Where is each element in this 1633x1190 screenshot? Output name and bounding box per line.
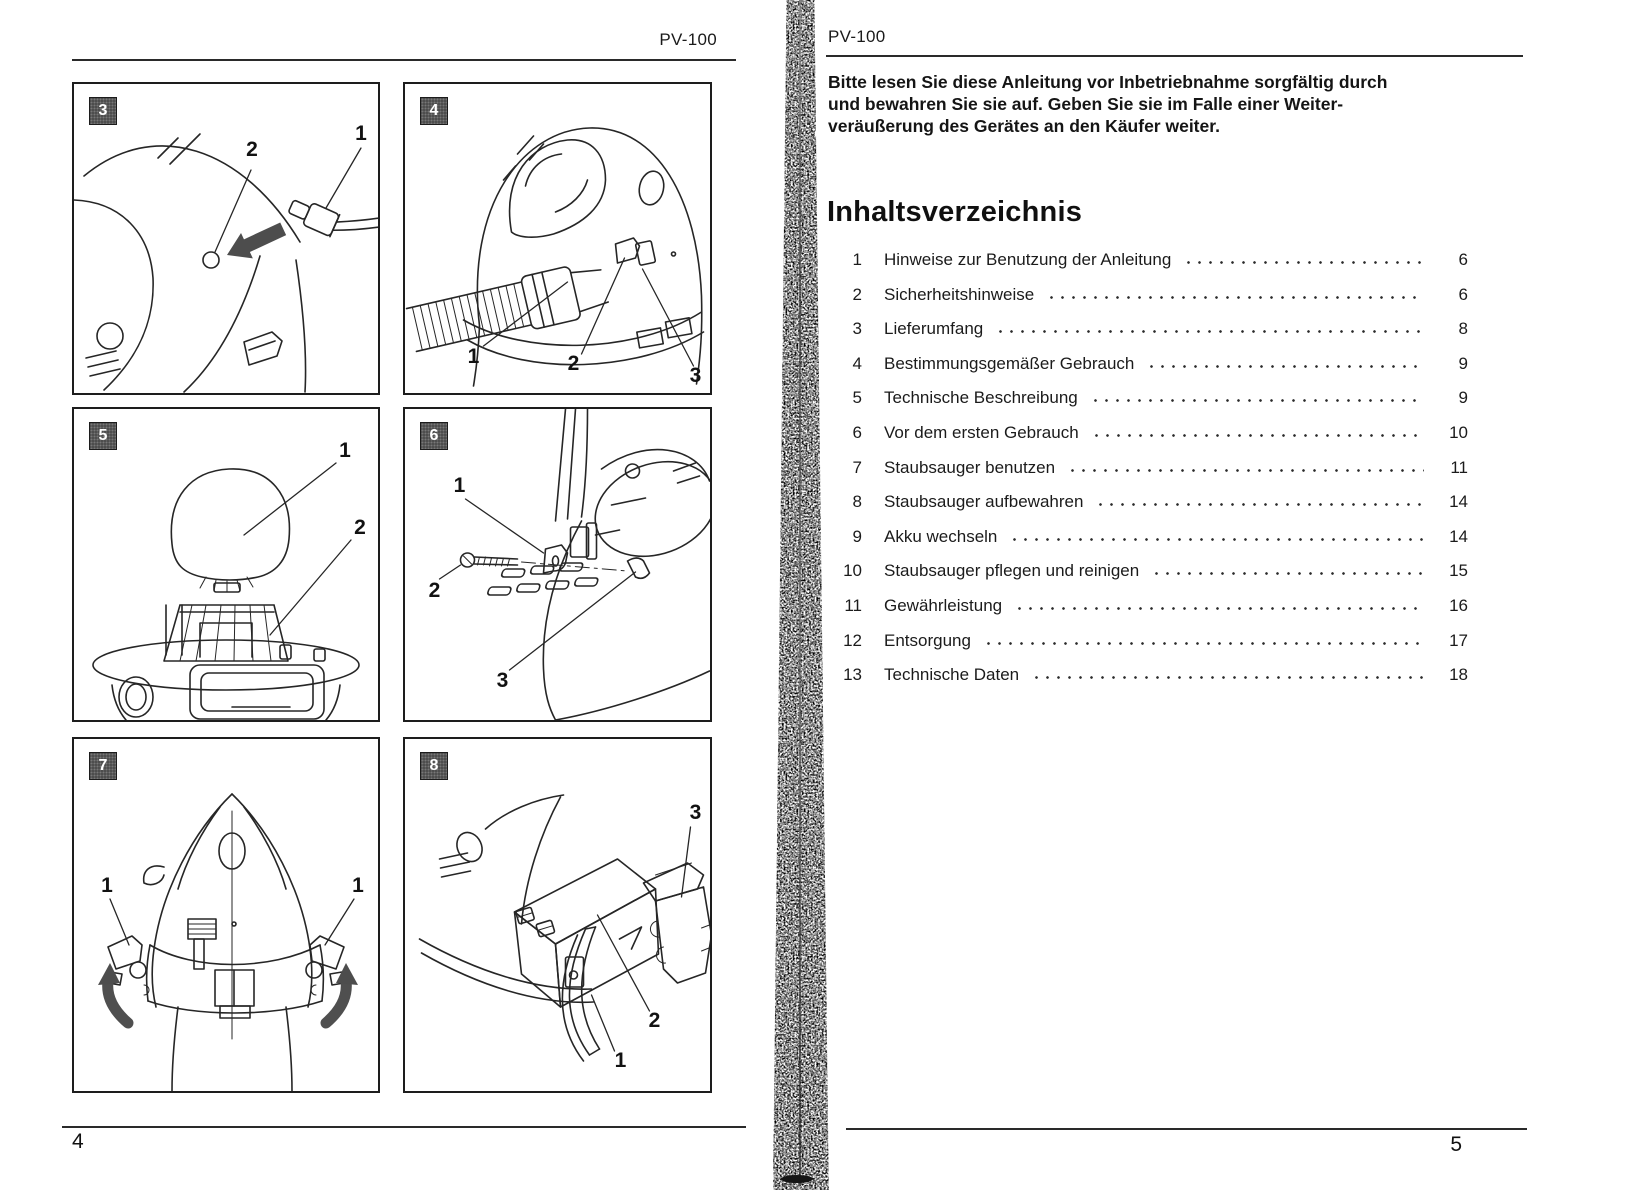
release-lever (562, 927, 641, 1061)
callout-label: 3 (689, 801, 702, 824)
toc-item-label: Technische Daten (884, 665, 1020, 685)
toc-item-page: 15 (1449, 561, 1468, 581)
figure-3-illustration-charging-plug (74, 84, 378, 393)
toc-leader-dots (1151, 571, 1424, 576)
toc-item-number: 13 (843, 665, 862, 685)
callout-label: 1 (339, 439, 351, 462)
toc-title: Inhaltsverzeichnis (827, 196, 1083, 228)
callout-label: 1 (467, 345, 480, 368)
figure-5-illustration-filter-bag (74, 409, 378, 720)
toc-item-page: 9 (1458, 353, 1468, 373)
toc-item-number: 6 (852, 422, 862, 442)
callout-1-leader (466, 499, 544, 553)
toc-item-label: Staubsauger benutzen (884, 457, 1056, 477)
toc-item-page: 17 (1449, 630, 1468, 650)
figure-5-badge: 5 (89, 422, 117, 450)
suction-hose (405, 259, 610, 356)
toc-item-label: Sicherheitshinweise (884, 284, 1035, 304)
toc-item-label: Entsorgung (884, 630, 971, 650)
toc-item (828, 354, 1468, 389)
toc-item (828, 665, 1468, 700)
toc-item-page: 11 (1450, 457, 1468, 477)
vent-slots (487, 563, 599, 595)
callout-label: 1 (352, 874, 364, 897)
toc-item-label: Hinweise zur Benutzung der Anleitung (884, 250, 1172, 269)
toc-item (828, 423, 1468, 458)
toc-item-number: 8 (852, 492, 862, 512)
toc-item (828, 285, 1468, 320)
vacuum-dome (464, 128, 704, 386)
left-page-number: 4 (72, 1130, 84, 1153)
figure-4-box (403, 82, 712, 395)
callout-label: 2 (428, 579, 441, 602)
toc-item-page: 6 (1458, 250, 1468, 269)
callout-1-left-leader (110, 899, 129, 945)
right-header-rule (826, 55, 1523, 57)
vacuum-body (487, 446, 710, 720)
toc-item (828, 319, 1468, 354)
toc-leader-dots (1046, 295, 1424, 300)
belt-band (144, 945, 323, 1018)
toc-item-number: 9 (852, 526, 862, 546)
right-page-number: 5 (1450, 1133, 1462, 1156)
toc-item-number: 2 (852, 284, 862, 304)
toc-item (828, 250, 1468, 285)
right-page-header: PV-100 (828, 27, 886, 46)
table-of-contents (828, 250, 1468, 700)
toc-item-label: Technische Beschreibung (884, 388, 1078, 408)
vacuum-dome-front (144, 794, 312, 1039)
toc-leader-dots (1095, 502, 1424, 507)
toc-item-number: 11 (844, 595, 862, 615)
toc-item-number: 1 (852, 250, 862, 269)
toc-item-label: Staubsauger aufbewahren (884, 492, 1084, 512)
toc-item-number: 12 (843, 630, 862, 650)
left-header-rule (72, 59, 736, 61)
callout-2-leader (582, 258, 625, 354)
right-footer-rule (846, 1128, 1527, 1130)
figure-7-box (72, 737, 380, 1093)
figure-5-box (72, 407, 380, 722)
callout-label: 3 (689, 364, 702, 387)
callout-2-leader (270, 540, 351, 635)
toc-item-page: 14 (1449, 526, 1468, 546)
vacuum-body-rear (420, 795, 594, 1002)
charger-plug (286, 181, 378, 256)
callout-label: 1 (101, 874, 113, 897)
toc-item-label: Lieferumfang (884, 319, 984, 339)
figure-3-box (72, 82, 380, 395)
toc-item-page: 10 (1449, 422, 1468, 442)
figure-7-illustration-release-clips (74, 739, 378, 1091)
toc-item (828, 527, 1468, 562)
toc-item-page: 9 (1458, 388, 1468, 408)
binding-crease (799, 0, 801, 1186)
toc-item-number: 4 (852, 353, 862, 373)
callout-1-right-leader (325, 899, 354, 945)
battery-holder (644, 863, 711, 983)
toc-leader-dots (1146, 364, 1424, 369)
callout-label: 2 (354, 516, 366, 539)
left-page-header: PV-100 (659, 30, 717, 49)
vacuum-shell (74, 134, 306, 392)
insert-arrow (221, 216, 289, 268)
toc-item (828, 458, 1468, 493)
toc-item-label: Akku wechseln (884, 526, 998, 546)
callout-3-leader (510, 572, 636, 670)
callout-3-leader (682, 827, 691, 897)
toc-item-page: 18 (1449, 665, 1468, 685)
toc-leader-dots (983, 641, 1424, 646)
callout-label: 1 (355, 122, 367, 145)
callout-label: 2 (567, 352, 580, 375)
filter-bag (171, 469, 289, 592)
toc-item (828, 631, 1468, 666)
toc-item-page: 6 (1458, 284, 1468, 304)
figure-4-illustration-hose-attach (405, 84, 710, 393)
figure-6-badge: 6 (420, 422, 448, 450)
callout-1-leader (326, 148, 361, 208)
callout-label: 2 (246, 138, 258, 161)
toc-item (828, 561, 1468, 596)
toc-item-number: 7 (852, 457, 862, 477)
callout-label: 3 (496, 669, 509, 692)
toc-leader-dots (1091, 433, 1424, 438)
callout-2-leader (440, 565, 461, 579)
toc-item-label: Staubsauger pflegen und reinigen (884, 561, 1140, 581)
toc-leader-dots (1183, 260, 1424, 265)
figure-6-box (403, 407, 712, 722)
toc-item-number: 3 (852, 319, 862, 339)
carry-strap (556, 409, 597, 559)
toc-item-page: 16 (1449, 595, 1468, 615)
rotate-arrow-left (98, 963, 128, 1023)
figure-8-box (403, 737, 712, 1093)
callout-label: 1 (453, 474, 466, 497)
figure-6-illustration-screw-bracket (405, 409, 710, 720)
figure-3-badge: 3 (89, 97, 117, 125)
toc-item (828, 388, 1468, 423)
toc-item-label: Bestimmungsgemäßer Gebrauch (884, 353, 1135, 373)
toc-leader-dots (995, 329, 1424, 334)
figure-7-badge: 7 (89, 752, 117, 780)
callout-label: 2 (648, 1009, 661, 1032)
figure-8-illustration-battery-pack (405, 739, 710, 1091)
callout-label: 1 (614, 1049, 627, 1072)
figure-4-badge: 4 (420, 97, 448, 125)
intro-line: und bewahren Sie sie auf. Geben Sie sie im Falle einer Weiter- (828, 93, 1344, 114)
callout-3-leader (643, 269, 694, 366)
toc-item (828, 492, 1468, 527)
toc-leader-dots (1009, 537, 1424, 542)
rotate-arrow-right (326, 963, 358, 1023)
toc-item-label: Gewährleistung (884, 595, 1003, 615)
binding-shadow-blob (781, 1175, 813, 1183)
toc-leader-dots (1014, 606, 1424, 611)
toc-item-page: 8 (1458, 319, 1468, 339)
intro-paragraph (828, 72, 1468, 137)
toc-item-number: 5 (852, 388, 862, 408)
toc-item-number: 10 (843, 561, 862, 581)
strap-curl (144, 866, 164, 885)
toc-item-label: Vor dem ersten Gebrauch (884, 422, 1079, 442)
toc-leader-dots (1067, 468, 1424, 473)
toc-leader-dots (1031, 675, 1424, 680)
intro-line: Bitte lesen Sie diese Anleitung vor Inbetriebnahme sorgfältig durch (828, 72, 1388, 92)
intro-line: veräußerung des Gerätes an den Käufer weiter. (828, 115, 1220, 136)
left-footer-rule (62, 1126, 746, 1128)
release-clip-right (306, 936, 344, 985)
toc-item (828, 596, 1468, 631)
toc-item-page: 14 (1449, 492, 1468, 512)
figure-8-badge: 8 (420, 752, 448, 780)
toc-leader-dots (1090, 398, 1424, 403)
